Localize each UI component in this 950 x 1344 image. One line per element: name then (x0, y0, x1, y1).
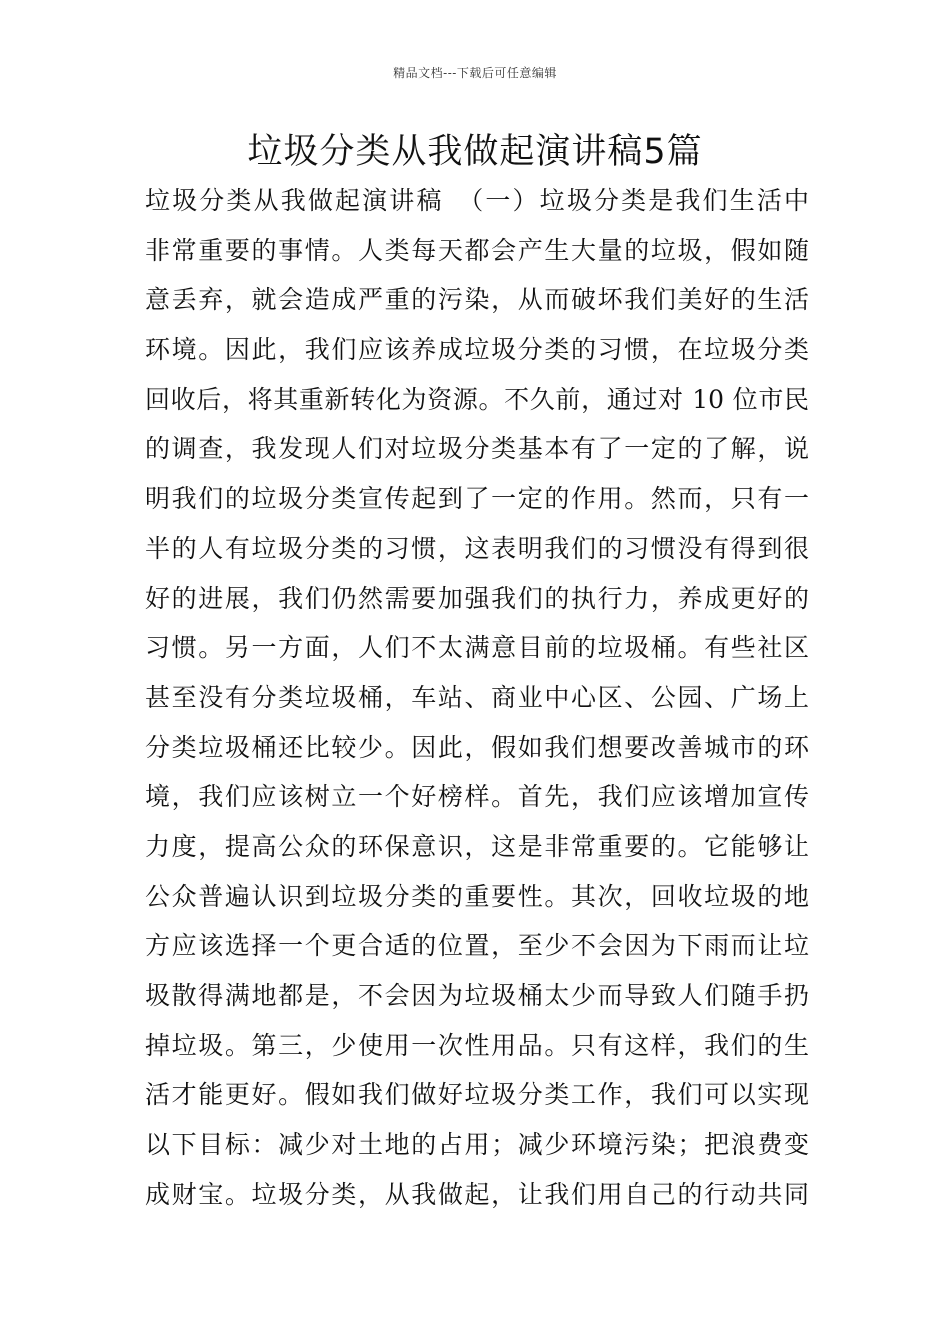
document-body (145, 176, 809, 1219)
body-line: 分类垃圾桶还比较少。因此，假如我们想要改善城市的环 (145, 732, 809, 762)
body-line: 公众普遍认识到垃圾分类的重要性。其次，回收垃圾的地 (145, 881, 809, 911)
body-line: 好的进展，我们仍然需要加强我们的执行力，养成更好的 (145, 583, 809, 613)
body-line: 境，我们应该树立一个好榜样。首先，我们应该增加宣传 (145, 782, 809, 812)
body-line: 的调查，我发现人们对垃圾分类基本有了一定的了解，说 (145, 434, 809, 464)
body-line: 圾散得满地都是，不会因为垃圾桶太少而导致人们随手扔 (145, 981, 809, 1010)
body-line: 方应该选择一个更合适的位置，至少不会因为下雨而让垃 (145, 931, 809, 961)
body-line: 垃圾分类从我做起演讲稿 （一）垃圾分类是我们生活中 (145, 186, 809, 215)
page-header: 精品文档---下载后可任意编辑 (393, 66, 557, 80)
body-line: 半的人有垃圾分类的习惯，这表明我们的习惯没有得到很 (145, 533, 809, 563)
body-line: 成财宝。垃圾分类，从我做起，让我们用自己的行动共同 (145, 1179, 809, 1209)
body-line: 明我们的垃圾分类宣传起到了一定的作用。然而，只有一 (145, 484, 809, 514)
document-title: 垃圾分类从我做起演讲稿5篇 (247, 132, 703, 172)
body-line: 环境。因此，我们应该养成垃圾分类的习惯，在垃圾分类 (145, 335, 809, 365)
body-line: 以下目标：减少对土地的占用；减少环境污染；把浪费变 (145, 1130, 809, 1160)
body-line: 习惯。另一方面，人们不太满意目前的垃圾桶。有些社区 (145, 633, 809, 663)
body-line: 意丢弃，就会造成严重的污染，从而破坏我们美好的生活 (145, 285, 809, 315)
body-line: 甚至没有分类垃圾桶，车站、商业中心区、公园、广场上 (145, 682, 809, 712)
body-line: 掉垃圾。第三，少使用一次性用品。只有这样，我们的生 (145, 1030, 809, 1060)
body-line: 回收后，将其重新转化为资源。不久前，通过对 10 位市民 (145, 384, 809, 414)
body-line: 非常重要的事情。人类每天都会产生大量的垃圾，假如随 (145, 235, 809, 265)
body-line: 活才能更好。假如我们做好垃圾分类工作，我们可以实现 (145, 1080, 809, 1110)
body-line: 力度，提高公众的环保意识，这是非常重要的。它能够让 (145, 831, 809, 861)
